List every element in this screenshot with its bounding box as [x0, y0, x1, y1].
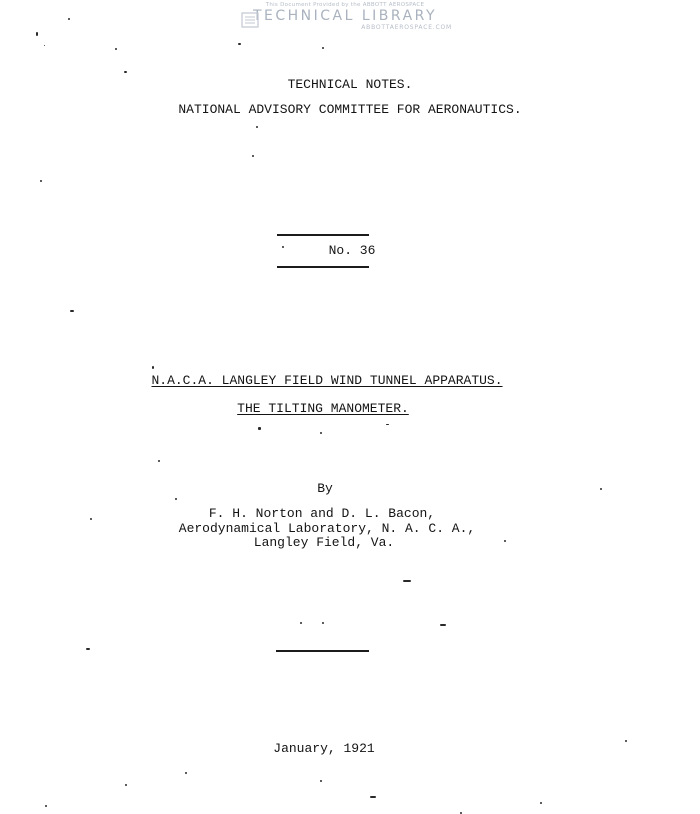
scan-speck — [70, 310, 74, 312]
scan-speck — [256, 126, 258, 128]
authors-names: F. H. Norton and D. L. Bacon, — [208, 506, 436, 521]
number-top-rule — [277, 234, 369, 236]
header-committee-name: NATIONAL ADVISORY COMMITTEE FOR AERONAUTICS. — [178, 102, 522, 117]
scan-speck — [282, 246, 284, 248]
watermark-provider: This Document Provided by the ABBOTT AEROSPACE — [265, 2, 425, 8]
scan-speck — [125, 784, 127, 786]
header-technical-notes: TECHNICAL NOTES. — [287, 77, 413, 92]
scan-speck — [252, 155, 254, 157]
scan-speck — [540, 802, 542, 804]
date-separator-rule — [276, 650, 369, 652]
library-logo-icon — [240, 9, 262, 31]
document-title-line1: N.A.C.A. LANGLEY FIELD WIND TUNNEL APPARATUS. — [151, 373, 503, 388]
watermark — [230, 2, 460, 31]
scan-speck — [36, 32, 38, 36]
scan-speck — [90, 518, 92, 520]
scan-speck — [40, 180, 42, 182]
authors-location: Langley Field, Va. — [253, 535, 395, 550]
number-bottom-rule — [277, 266, 369, 268]
scan-speck — [386, 424, 389, 425]
scan-speck — [403, 580, 411, 582]
document-title-line2: THE TILTING MANOMETER. — [237, 401, 409, 416]
authors-by: By — [317, 481, 333, 496]
authors-affiliation: Aerodynamical Laboratory, N. A. C. A., — [178, 521, 476, 536]
scan-speck — [320, 432, 322, 434]
scan-speck — [440, 624, 446, 626]
scan-speck — [625, 740, 627, 742]
scan-speck — [185, 772, 187, 774]
scan-speck — [370, 796, 376, 798]
scan-speck — [158, 460, 160, 462]
scan-speck — [258, 427, 261, 430]
scan-speck — [86, 648, 90, 650]
scan-speck — [300, 622, 302, 624]
watermark-title: TECHNICAL LIBRARY — [252, 8, 438, 24]
note-number: No. 36 — [328, 243, 376, 258]
scan-speck — [68, 18, 70, 20]
scan-speck — [44, 45, 45, 46]
scan-speck — [504, 540, 506, 542]
scan-speck — [320, 780, 322, 782]
scan-speck — [600, 488, 602, 490]
scan-speck — [115, 48, 117, 50]
scan-speck — [152, 366, 154, 369]
publication-date: January, 1921 — [273, 741, 375, 756]
scan-speck — [322, 47, 324, 49]
scan-speck — [45, 805, 47, 807]
scan-speck — [175, 498, 177, 500]
watermark-site: ABBOTTAEROSPACE.COM — [361, 24, 452, 31]
scan-speck — [124, 71, 127, 73]
scan-speck — [238, 43, 241, 45]
scan-speck — [322, 622, 324, 624]
